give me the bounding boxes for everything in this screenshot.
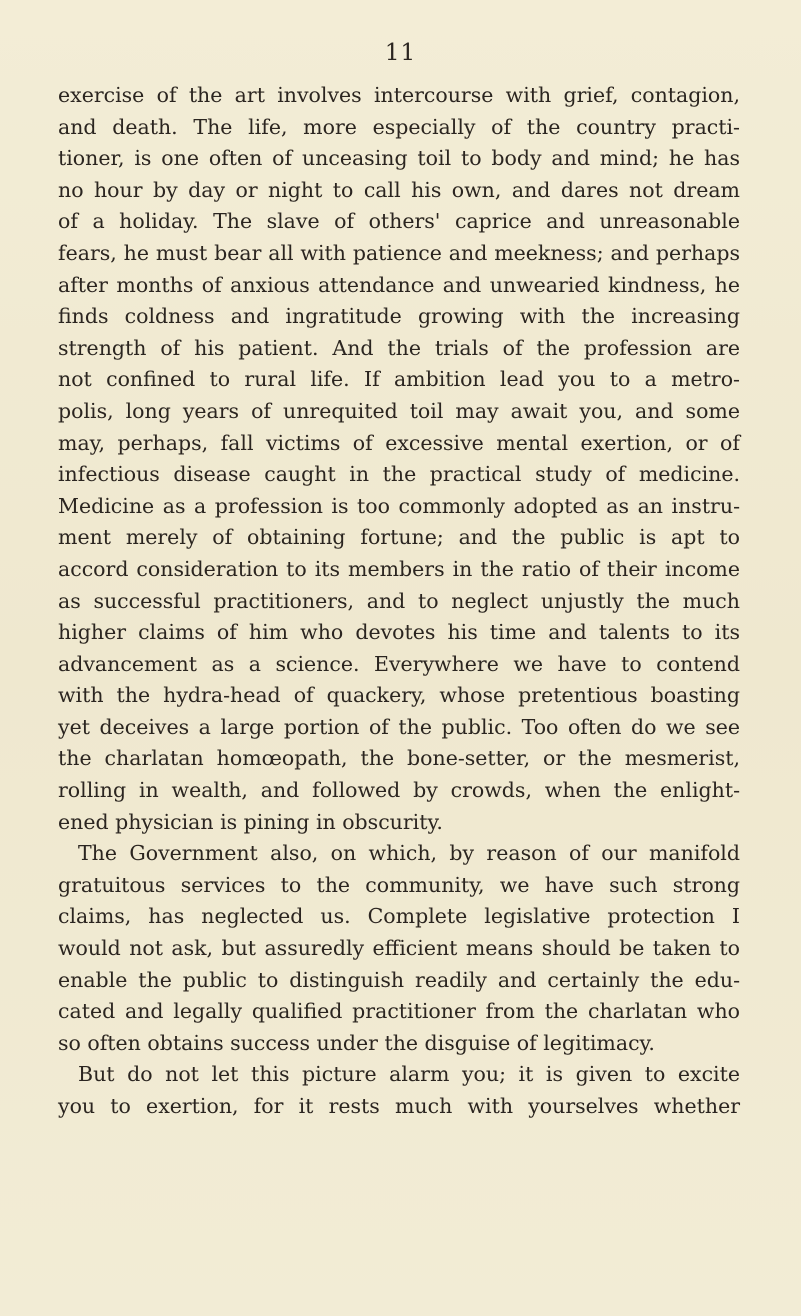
text-line: cated and legally qualified practitioner from the charlatan who [58, 999, 740, 1024]
text-line: tioner, is one often of unceasing toil to body and mind; he has [58, 146, 740, 171]
text-line: gratuitous services to the community, we have such strong [58, 872, 740, 897]
text-line: as successful practitioners, and to neglect unjustly the much [58, 588, 740, 613]
text-line: yet deceives a large portion of the public. Too often do we see [58, 714, 740, 739]
text-line: Medicine as a profession is too commonly adopted as an instru- [58, 493, 740, 518]
text-line: fears, he must bear all with patience and meekness; and perhaps [58, 240, 740, 265]
text-line: exercise of the art involves intercourse with grief, contagion, [58, 83, 740, 107]
page-number: 11 [384, 40, 417, 66]
text-line: higher claims of him who devotes his time and talents to its [58, 620, 740, 645]
text-line: accord consideration to its members in the ratio of their income [58, 556, 740, 581]
paragraph-end-line: ened physician is pining in obscurity. [58, 809, 443, 834]
text-line: strength of his patient. And the trials of the profession are [58, 335, 740, 360]
body-text [58, 80, 740, 1123]
paragraph-end-line: so often obtains success under the disguise of legitimacy. [58, 1030, 655, 1055]
paragraph-start-line: The Government also, on which, by reason of our manifold [78, 841, 740, 866]
text-line: with the hydra-head of quackery, whose pretentious boasting [58, 683, 740, 708]
text-line: enable the public to distinguish readily and certainly the edu- [58, 967, 740, 992]
text-line: not confined to rural life. If ambition lead you to a metro- [58, 367, 740, 392]
text-line: would not ask, but assuredly efficient means should be taken to [58, 936, 740, 961]
text-line: finds coldness and ingratitude growing with the increasing [58, 304, 740, 329]
text-line: you to exertion, for it rests much with yourselves whether [58, 1094, 740, 1118]
text-line: polis, long years of unrequited toil may await you, and some [58, 398, 740, 423]
text-line: the charlatan homœopath, the bone-setter, or the mesmerist, [58, 746, 740, 771]
paragraph-start-line: But do not let this picture alarm you; it is given to excite [78, 1062, 740, 1087]
text-line: claims, has neglected us. Complete legislative protection I [58, 904, 740, 929]
text-line: may, perhaps, fall victims of excessive mental exertion, or of [58, 430, 740, 455]
text-line: infectious disease caught in the practical study of medicine. [58, 462, 740, 487]
text-line: and death. The life, more especially of the country practi- [58, 114, 740, 139]
text-line: ment merely of obtaining fortune; and the public is apt to [58, 525, 740, 550]
text-line: after months of anxious attendance and unwearied kindness, he [58, 272, 740, 297]
text-line: of a holiday. The slave of others' caprice and unreasonable [58, 209, 740, 234]
text-line: rolling in wealth, and followed by crowds, when the enlight- [58, 778, 740, 803]
text-line: no hour by day or night to call his own, and dares not dream [58, 177, 740, 202]
text-line: advancement as a science. Everywhere we have to contend [58, 651, 740, 676]
